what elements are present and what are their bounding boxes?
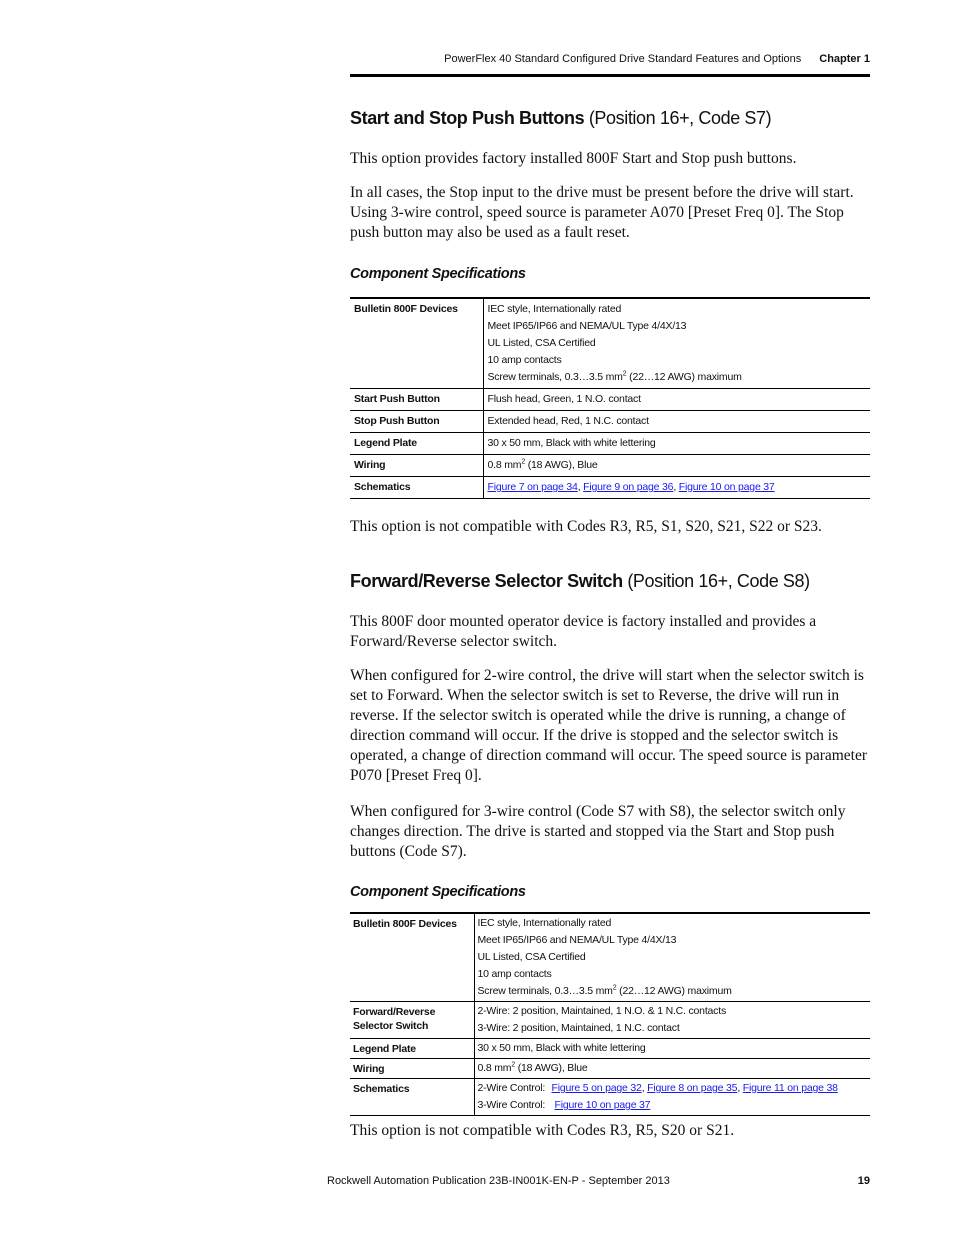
section-start-stop-heading bbox=[350, 108, 870, 129]
table-row bbox=[350, 477, 870, 499]
paragraph: This option is not compatible with Codes R3, R5, S1, S20, S21, S22 or S23. bbox=[350, 518, 822, 535]
row-value: IEC style, Internationally rated Meet IP65/IP66 and NEMA/UL Type 4/4X/13 UL Listed, CSA Certified 10 amp contacts Screw terminals, 0.3…3.5 $mm^2$ (22…12 AWG) maximum bbox=[474, 913, 870, 1002]
table-row bbox=[350, 1039, 870, 1059]
section-heading: Forward/Reverse Selector Switch (Position 16+, Code S8) bbox=[350, 571, 810, 591]
spec-heading-2 bbox=[350, 884, 870, 900]
section-fwd-rev-p2 bbox=[350, 666, 870, 786]
row-value: Flush head, Green, 1 N.O. contact bbox=[483, 389, 870, 411]
row-label: Schematics bbox=[350, 477, 483, 499]
section-heading: Start and Stop Push Buttons (Position 16+, Code S7) bbox=[350, 108, 772, 128]
figure-link[interactable]: Figure 10 on page 37 bbox=[554, 1099, 651, 1111]
compat-note-2 bbox=[350, 1121, 870, 1141]
running-header bbox=[350, 53, 870, 65]
table-row bbox=[350, 389, 870, 411]
footer-publication: Rockwell Automation Publication 23B-IN001K-EN-P - September 2013 bbox=[327, 1175, 670, 1187]
section-fwd-rev-p3 bbox=[350, 802, 870, 862]
row-label: Start Push Button bbox=[350, 389, 483, 411]
spec-heading: Component Specifications bbox=[350, 266, 526, 282]
table-row bbox=[350, 1059, 870, 1079]
section-fwd-rev-p1 bbox=[350, 612, 870, 652]
row-value: 30 x 50 mm, Black with white lettering bbox=[474, 1039, 870, 1059]
row-label: Forward/Reverse Selector Switch bbox=[350, 1002, 474, 1039]
page-number: 19 bbox=[857, 1175, 870, 1187]
header-rule bbox=[350, 74, 870, 77]
row-label: Wiring bbox=[350, 1059, 474, 1079]
row-label: Legend Plate bbox=[350, 433, 483, 455]
header-chapter: Chapter 1 bbox=[819, 53, 870, 65]
header-title: PowerFlex 40 Standard Configured Drive Standard Features and Options bbox=[444, 53, 802, 65]
section-start-stop-intro bbox=[350, 149, 870, 169]
spec-heading-1 bbox=[350, 266, 870, 282]
table-row bbox=[350, 1079, 870, 1116]
figure-link[interactable]: Figure 10 on page 37 bbox=[678, 481, 775, 493]
table-row bbox=[350, 455, 870, 477]
row-value: 2-Wire: 2 position, Maintained, 1 N.O. & 1 N.C. contacts 3-Wire: 2 position, Maintained, 1 N.C. contact bbox=[474, 1002, 870, 1039]
figure-link[interactable]: Figure 9 on page 36 bbox=[583, 481, 674, 493]
table-row bbox=[350, 298, 870, 389]
row-value: 0.8 $mm^2$ (18 AWG), Blue bbox=[483, 455, 870, 477]
row-value: 30 x 50 mm, Black with white lettering bbox=[483, 433, 870, 455]
compat-note-1 bbox=[350, 517, 870, 537]
spec-heading: Component Specifications bbox=[350, 884, 526, 900]
spec-table-1-wrap bbox=[350, 297, 870, 499]
row-label: Wiring bbox=[350, 455, 483, 477]
section-fwd-rev-heading bbox=[350, 571, 870, 592]
row-value: IEC style, Internationally rated Meet IP65/IP66 and NEMA/UL Type 4/4X/13 UL Listed, CSA Certified 10 amp contacts Screw terminals, 0.3…3.5 $mm^2$ (22…12 AWG) maximum bbox=[483, 298, 870, 389]
paragraph: When configured for 3-wire control (Code S7 with S8), the selector switch only changes direction. The drive is started and stopped via the Start and Stop push buttons (Code S7). bbox=[350, 803, 846, 860]
row-value: Extended head, Red, 1 N.C. contact bbox=[483, 411, 870, 433]
figure-link[interactable]: Figure 5 on page 32 bbox=[551, 1082, 642, 1094]
row-value: 2-Wire Control: Figure 5 on page 32, Figure 8 on page 35, Figure 11 on page 38 3-Wire Control: Figure 10 on page 37 bbox=[474, 1079, 870, 1116]
row-value: 0.8 $mm^2$ (18 AWG), Blue bbox=[474, 1059, 870, 1079]
figure-link[interactable]: Figure 8 on page 35 bbox=[647, 1082, 738, 1094]
table-row bbox=[350, 1002, 870, 1039]
row-label: Bulletin 800F Devices bbox=[353, 918, 457, 930]
row-label: Schematics bbox=[350, 1079, 474, 1116]
paragraph: In all cases, the Stop input to the drive must be present before the drive will start. Using 3-wire control, speed source is parameter A070 [Preset Freq 0]. The Stop push button may also be used as a fault reset. bbox=[350, 184, 854, 241]
paragraph: When configured for 2-wire control, the drive will start when the selector switch is set to Forward. When the selector switch is set to Reverse, the drive will run in reverse. If the selector switch is operated while the drive is running, a change of direction command will occur. If the drive is stopped and the selector switch is operated, a change of direction command will occur. The speed source is parameter P070 [Preset Freq 0]. bbox=[350, 667, 868, 784]
table-row bbox=[350, 913, 870, 1002]
figure-link[interactable]: Figure 7 on page 34 bbox=[487, 481, 578, 493]
table-row bbox=[350, 433, 870, 455]
paragraph: This 800F door mounted operator device is factory installed and provides a Forward/Reverse selector switch. bbox=[350, 613, 817, 650]
spec-table-fwd-rev bbox=[350, 912, 870, 1116]
paragraph: This option is not compatible with Codes R3, R5, S20 or S21. bbox=[350, 1122, 735, 1139]
figure-link[interactable]: Figure 11 on page 38 bbox=[742, 1082, 838, 1094]
table-row bbox=[350, 411, 870, 433]
row-label: Stop Push Button bbox=[350, 411, 483, 433]
section-start-stop-body bbox=[350, 183, 870, 243]
paragraph: This option provides factory installed 800F Start and Stop push buttons. bbox=[350, 150, 797, 167]
spec-table-2-wrap bbox=[350, 912, 870, 1116]
spec-table-start-stop bbox=[350, 297, 870, 499]
row-label: Legend Plate bbox=[350, 1039, 474, 1059]
row-value: Figure 7 on page 34, Figure 9 on page 36, Figure 10 on page 37 bbox=[483, 477, 870, 499]
row-label: Bulletin 800F Devices bbox=[354, 303, 458, 315]
